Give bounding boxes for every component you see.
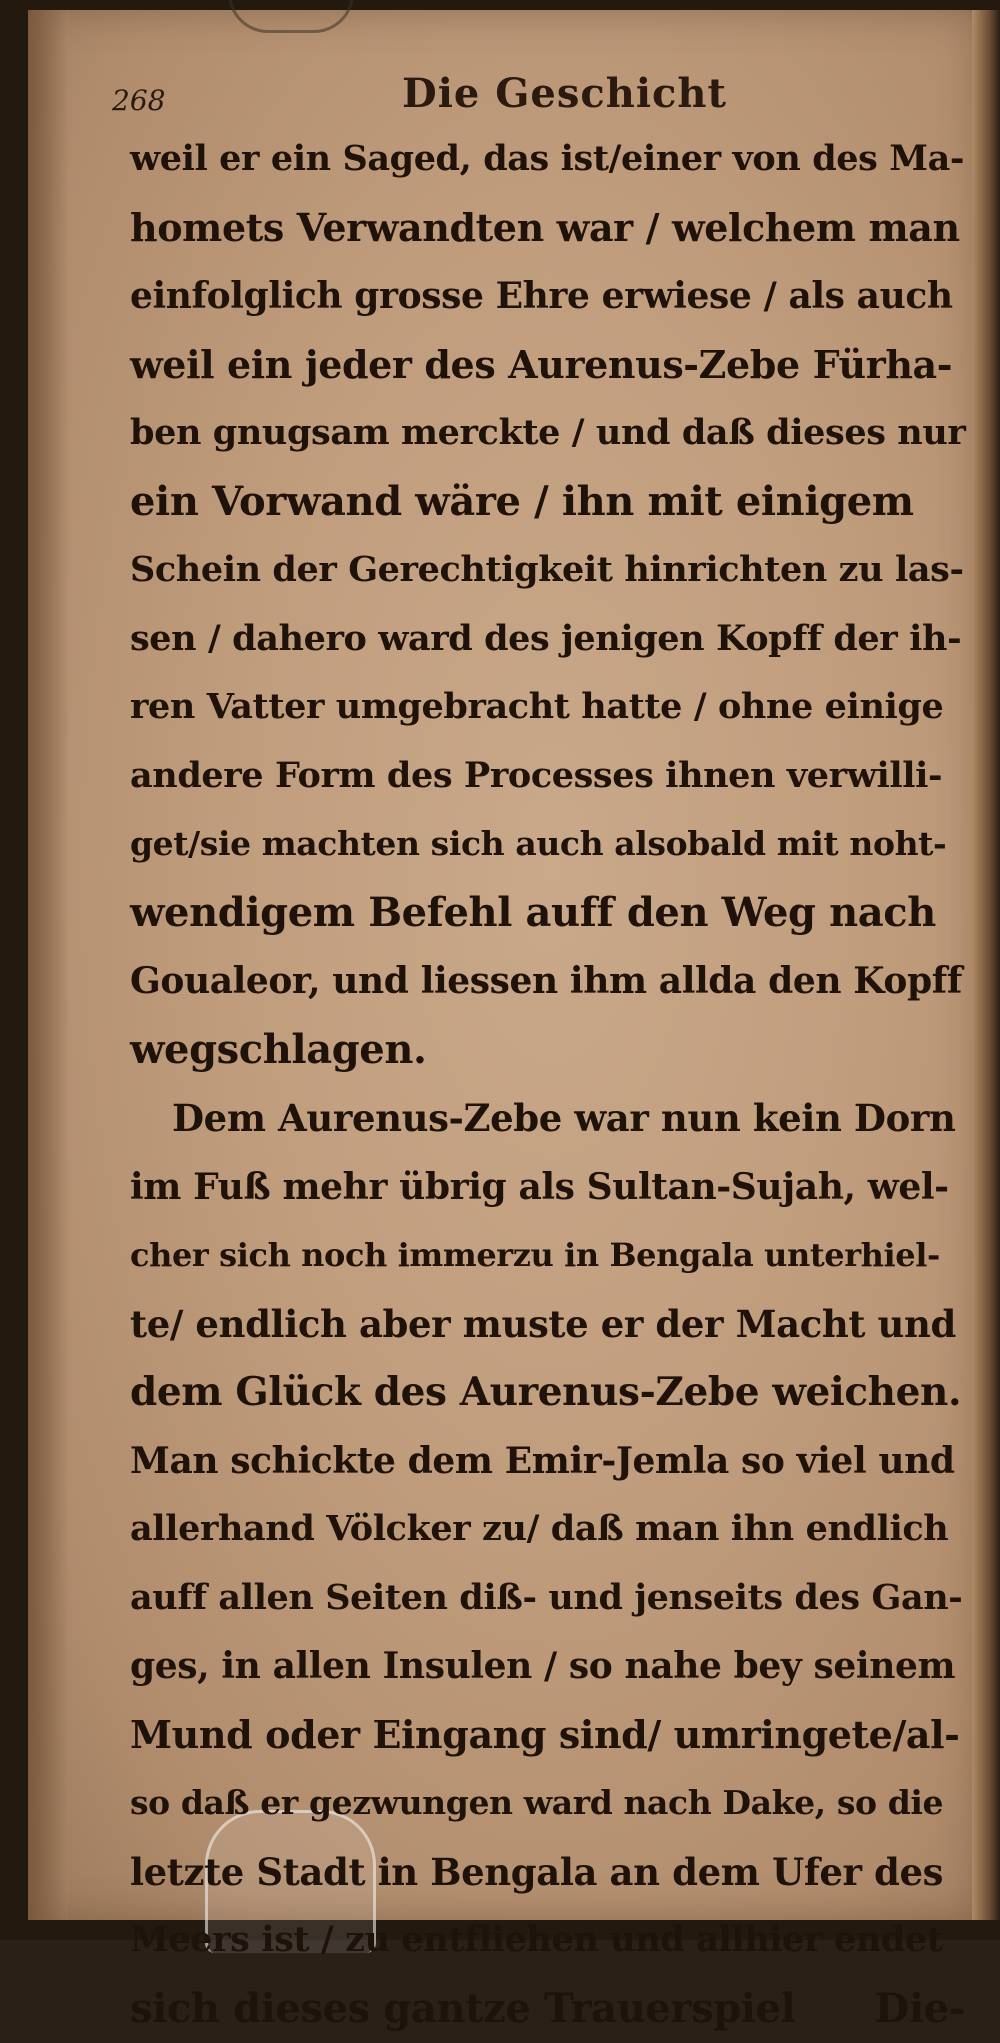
text-line: andere Form des Processes ihnen verwilli- (130, 742, 965, 811)
book-gutter (28, 10, 68, 1920)
text-line: wendigem Befehl auff den Weg nach (130, 879, 965, 948)
text-line: so daß er gezwungen ward nach Dake, so die (130, 1769, 965, 1838)
text-line: Goualeor, und liessen ihm allda den Kopff (130, 947, 965, 1016)
last-line-text: sich dieses gantze Trauerspiel (130, 1975, 795, 2043)
page-edge (972, 10, 1000, 1920)
text-line: letzte Stadt in Bengala an dem Ufer des (130, 1838, 965, 1907)
text-line: einfolglich grosse Ehre erwiese / als auch (130, 262, 965, 331)
text-line-paragraph-start: Dem Aurenus-Zebe war nun kein Dorn (130, 1084, 965, 1153)
text-line: ren Vatter umgebracht hatte / ohne einige (130, 673, 965, 742)
page-number: 268 (112, 84, 165, 117)
text-line: te/ endlich aber muste er der Macht und (130, 1290, 965, 1359)
text-line: ges, in allen Insulen / so nahe bey seinem (130, 1632, 965, 1701)
text-line: wegschlagen. (130, 1016, 965, 1085)
page-header (112, 70, 832, 130)
running-head: Die Geschicht (402, 70, 727, 117)
text-line: ben gnugsam merckte / und daß dieses nur (130, 399, 965, 468)
text-line: ein Vorwand wäre / ihn mit einigem (130, 468, 965, 537)
text-line: weil ein jeder des Aurenus-Zebe Fürha- (130, 331, 965, 400)
text-line: Man schickte dem Emir-Jemla so viel und (130, 1427, 965, 1496)
text-line-last (130, 1975, 965, 2043)
catchword: Die- (875, 1975, 965, 2043)
text-line: dem Glück des Aurenus-Zebe weichen. (130, 1358, 965, 1427)
text-line: Schein der Gerechtigkeit hinrichten zu las- (130, 536, 965, 605)
text-line: Mund oder Eingang sind/ umringete/al- (130, 1701, 965, 1770)
body-text (130, 125, 965, 2043)
text-line: sen / dahero ward des jenigen Kopff der ih- (130, 605, 965, 674)
text-line: get/sie machten sich auch alsobald mit noht- (130, 810, 965, 879)
text-line: weil er ein Saged, das ist/einer von des Ma- (130, 125, 965, 194)
text-line: cher sich noch immerzu in Bengala unterhiel- (130, 1221, 965, 1290)
text-line: Meers ist / zu entfliehen und allhier endet (130, 1906, 965, 1975)
text-line: homets Verwandten war / welchem man (130, 194, 965, 263)
text-line: allerhand Völcker zu/ daß man ihn endlich (130, 1495, 965, 1564)
text-line: im Fuß mehr übrig als Sultan-Sujah, wel- (130, 1153, 965, 1222)
text-line: auff allen Seiten diß- und jenseits des Gan- (130, 1564, 965, 1633)
